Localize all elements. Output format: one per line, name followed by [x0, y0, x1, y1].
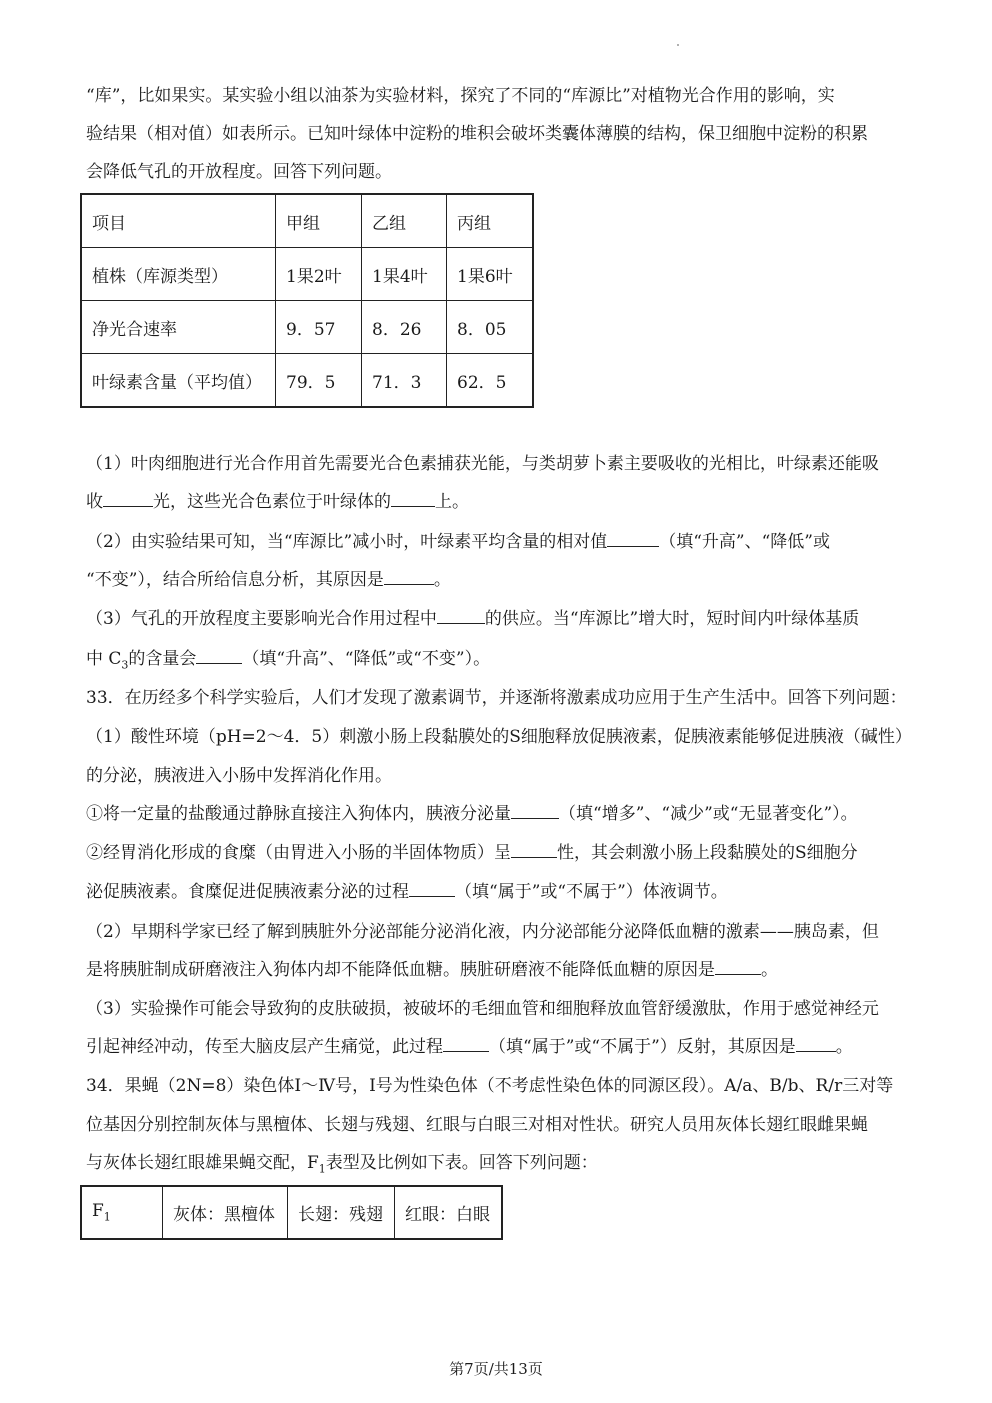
- answer-blank[interactable]: [443, 1035, 489, 1052]
- table-row: [81, 194, 533, 248]
- text: 中 C: [86, 649, 122, 669]
- table-cell: 79．5: [276, 354, 362, 408]
- text: 。: [761, 960, 778, 980]
- speck: [677, 44, 679, 46]
- text: （填“属于”或“不属于”）体液调节。: [455, 882, 728, 902]
- text: 性，其会刺激小肠上段黏膜处的S细胞分: [557, 843, 858, 863]
- table-cell: 乙组: [362, 194, 447, 248]
- answer-blank[interactable]: [511, 841, 557, 858]
- answer-blank[interactable]: [409, 880, 455, 897]
- f1-phenotype-table: [80, 1185, 503, 1240]
- text: 是将胰脏制成研磨液注入狗体内却不能降低血糖。胰脏研磨液不能降低血糖的原因是: [86, 960, 715, 980]
- text: 泌促胰液素。食糜促进促胰液素分泌的过程: [86, 882, 409, 902]
- table-cell: 1果2叶: [276, 248, 362, 301]
- text: （填“升高”、“降低”或: [659, 532, 830, 552]
- table-cell: 净光合速率: [81, 301, 276, 354]
- answer-blank[interactable]: [103, 490, 153, 507]
- answer-blank[interactable]: [196, 647, 242, 664]
- q33-part1-line1: （1）酸性环境（pH=2～4．5）刺激小肠上段黏膜处的S细胞释放促胰液素，促胰液素能够促进胰液（碱性）: [86, 727, 912, 747]
- table-row: [81, 354, 533, 408]
- text: （填“升高”、“降低”或“不变”）。: [242, 649, 491, 669]
- text: （填“增多”、“减少”或“无显著变化”）。: [559, 804, 858, 824]
- text: 。: [835, 1037, 853, 1057]
- table-cell: 62．5: [447, 354, 534, 408]
- answer-blank[interactable]: [796, 1035, 836, 1052]
- q33-item2-line2: [86, 880, 728, 904]
- table-cell: 甲组: [276, 194, 362, 248]
- q33-part3-line1: （3）实验操作可能会导致狗的皮肤破损，被破坏的毛细血管和细胞释放血管舒缓激肽，作用于感觉神经元: [86, 999, 879, 1019]
- paragraph-line: 会降低气孔的开放程度。回答下列问题。: [86, 162, 392, 182]
- text: 。: [433, 570, 451, 590]
- table-cell: 灰体：黑檀体: [163, 1186, 288, 1239]
- table-cell: 8．05: [447, 301, 534, 354]
- table-cell: 1果6叶: [447, 248, 534, 301]
- paragraph-line: “库”，比如果实。某实验小组以油茶为实验材料，探究了不同的“库源比”对植物光合作用的影响，实: [86, 86, 835, 106]
- q32-part1-line2: [86, 490, 469, 514]
- q33-item2-line1: [86, 841, 858, 865]
- answer-blank[interactable]: [607, 530, 659, 547]
- answer-blank[interactable]: [391, 490, 435, 507]
- answer-blank[interactable]: [384, 568, 434, 585]
- table-cell: 长翅：残翅: [288, 1186, 395, 1239]
- table-cell: 1果4叶: [362, 248, 447, 301]
- table-cell: 丙组: [447, 194, 534, 248]
- answer-blank[interactable]: [511, 802, 559, 819]
- text: 的含量会: [128, 649, 197, 669]
- q33-part2-line1: （2）早期科学家已经了解到胰脏外分泌部能分泌消化液，内分泌部能分泌降低血糖的激素——胰岛素，但: [86, 922, 879, 942]
- q33-part1-line2: 的分泌，胰液进入小肠中发挥消化作用。: [86, 766, 392, 786]
- q32-part2-line2: [86, 568, 451, 592]
- table-cell: 项目: [81, 194, 276, 248]
- paragraph-line: 验结果（相对值）如表所示。已知叶绿体中淀粉的堆积会破坏类囊体薄膜的结构，保卫细胞中淀粉的积累: [86, 124, 868, 144]
- table-cell: 植株（库源类型）: [81, 248, 276, 301]
- q32-part1-line1: （1）叶肉细胞进行光合作用首先需要光合色素捕获光能，与类胡萝卜素主要吸收的光相比，叶绿素还能吸: [86, 454, 879, 474]
- answer-blank[interactable]: [715, 958, 761, 975]
- text: （填“属于”或“不属于”）反射，其原因是: [489, 1037, 796, 1057]
- text: （2）由实验结果可知，当“库源比”减小时，叶绿素平均含量的相对值: [86, 532, 608, 552]
- q32-part3-line2: [86, 647, 490, 677]
- q33-item1: [86, 802, 858, 826]
- text: 表型及比例如下表。回答下列问题：: [325, 1153, 598, 1173]
- q34-line3: [86, 1151, 598, 1181]
- q33-part2-line2: [86, 958, 778, 982]
- table-cell: 9．57: [276, 301, 362, 354]
- q34-line2: 位基因分别控制灰体与黑檀体、长翅与残翅、红眼与白眼三对相对性状。研究人员用灰体长翅红眼雌果蝇: [86, 1115, 868, 1135]
- table-cell: 红眼：白眼: [395, 1186, 503, 1239]
- library-source-ratio-table: [80, 193, 534, 408]
- text: 光，这些光合色素位于叶绿体的: [153, 492, 391, 512]
- table-cell: 71．3: [362, 354, 447, 408]
- table-row: [81, 248, 533, 301]
- text: 引起神经冲动，传至大脑皮层产生痛觉，此过程: [86, 1037, 443, 1057]
- text: 的供应。当“库源比”增大时，短时间内叶绿体基质: [484, 609, 860, 629]
- text: ②经胃消化形成的食糜（由胃进入小肠的半固体物质）呈: [86, 843, 511, 863]
- q33-part3-line2: [86, 1035, 853, 1059]
- text: F: [92, 1201, 104, 1222]
- text: 收: [86, 492, 103, 512]
- text: “不变”），结合所给信息分析，其原因是: [86, 570, 384, 590]
- table-row: [81, 301, 533, 354]
- table-row: [81, 1186, 502, 1239]
- table-cell: 8．26: [362, 301, 447, 354]
- text: （3）气孔的开放程度主要影响光合作用过程中: [86, 609, 437, 629]
- table-cell: 叶绿素含量（平均值）: [81, 354, 276, 408]
- text: ①将一定量的盐酸通过静脉直接注入狗体内，胰液分泌量: [86, 804, 511, 824]
- text: 上。: [435, 492, 469, 512]
- q32-part2-line1: [86, 530, 830, 554]
- subscript: 1: [318, 1162, 326, 1176]
- page-footer: 第7页/共13页: [449, 1360, 543, 1378]
- table-cell: [81, 1186, 163, 1239]
- subscript: 1: [103, 1210, 111, 1224]
- text: 与灰体长翅红眼雄果蝇交配，F: [86, 1153, 319, 1173]
- q33-intro: 33．在历经多个科学实验后，人们才发现了激素调节，并逐渐将激素成功应用于生产生活中。回答下列问题：: [86, 688, 907, 708]
- subscript: 3: [121, 658, 129, 672]
- answer-blank[interactable]: [437, 607, 485, 624]
- q34-line1: 34．果蝇（2N=8）染色体Ⅰ～Ⅳ号，Ⅰ号为性染色体（不考虑性染色体的同源区段）。A/a、B/b、R/r三对等: [86, 1076, 894, 1096]
- q32-part3-line1: [86, 607, 859, 631]
